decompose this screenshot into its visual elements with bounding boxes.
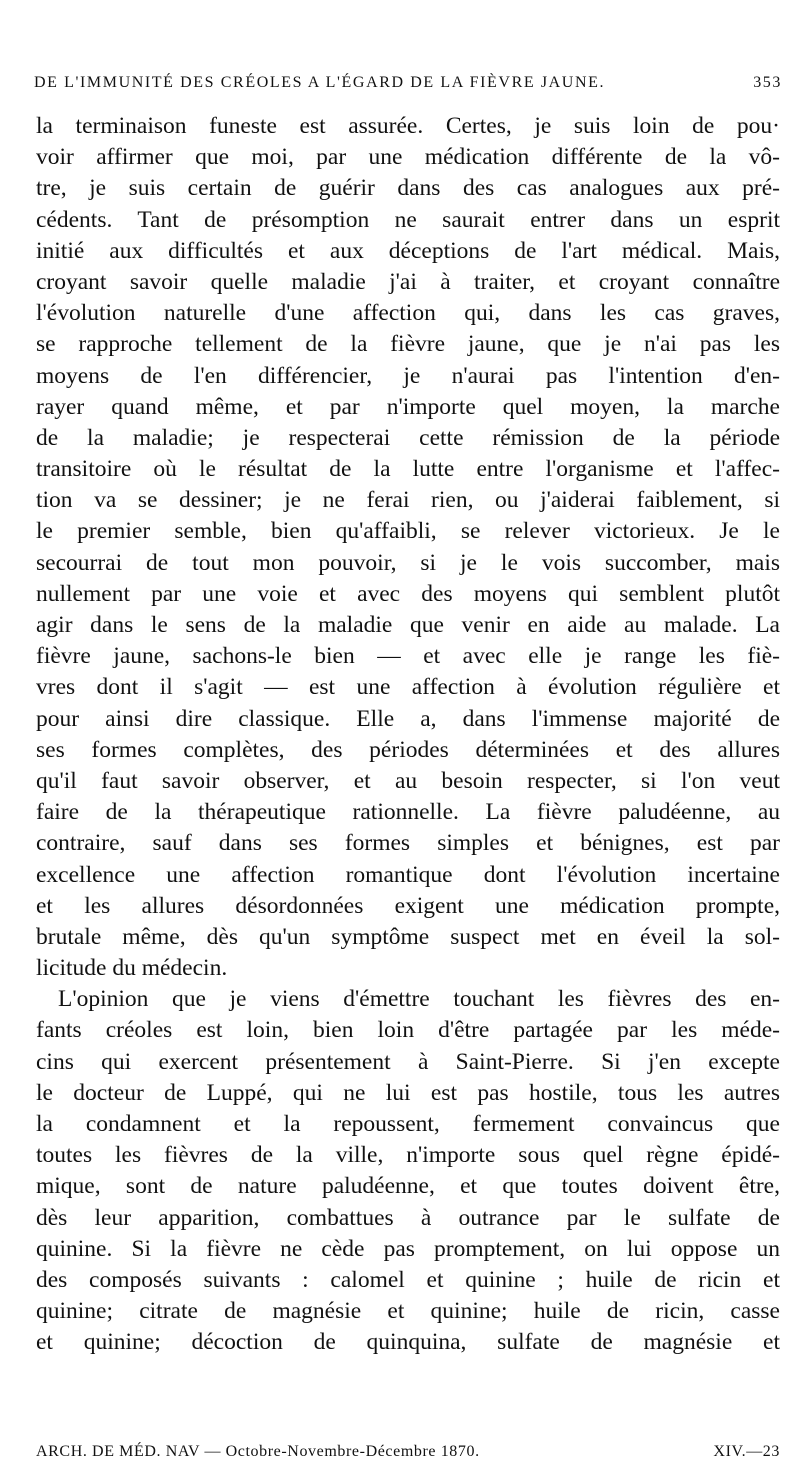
text-line: de la maladie; je respecterai cette rémission de la période xyxy=(36,424,780,451)
text-line: la condamnent et la repoussent, fermement convaincus que xyxy=(36,1111,780,1137)
text-line: pour ainsi dire classique. Elle a, dans l'immense majorité de xyxy=(36,705,780,732)
text-line: rayer quand même, et par n'importe quel moyen, la marche xyxy=(36,393,780,420)
page-footer xyxy=(36,1443,780,1465)
journal-reference: ARCH. DE MÉD. NAV — Octobre-Novembre-Décembre 1870. xyxy=(36,1443,480,1460)
text-line: ses formes complètes, des périodes déterminées et des allures xyxy=(36,736,780,763)
text-line: quinine. Si la fièvre ne cède pas promptement, on lui oppose un xyxy=(36,1235,780,1262)
text-line: quinine; citrate de magnésie et quinine; huile de ricin, casse xyxy=(36,1298,780,1325)
text-line: et quinine; décoction de quinquina, sulfate de magnésie et xyxy=(36,1329,780,1356)
text-line: vres dont il s'agit — est une affection à évolution régulière et xyxy=(36,674,780,701)
text-line: l'évolution naturelle d'une affection qui, dans les cas graves, xyxy=(36,300,780,327)
paragraph-start-line: L'opinion que je viens d'émettre touchant les fièvres des en- xyxy=(58,986,780,1013)
running-header xyxy=(28,74,782,98)
paragraph-end-line: licitude du médecin. xyxy=(36,955,228,982)
text-line: initié aux difficultés et aux déceptions de l'art médical. Mais, xyxy=(36,237,780,264)
text-line: excellence une affection romantique dont l'évolution incertaine xyxy=(36,861,780,888)
page-number: 353 xyxy=(753,74,782,91)
text-line: croyant savoir quelle maladie j'ai à traiter, et croyant connaître xyxy=(36,268,780,295)
text-line: mique, sont de nature paludéenne, et que toutes doivent être, xyxy=(36,1173,780,1200)
text-line: cédents. Tant de présomption ne saurait entrer dans un esprit xyxy=(36,206,780,233)
running-title: DE L'IMMUNITÉ DES CRÉOLES A L'ÉGARD DE LA FIÈVRE JAUNE. xyxy=(34,74,606,91)
text-line: tion va se dessiner; je ne ferai rien, ou j'aiderai faiblement, si xyxy=(36,487,780,514)
text-line: le docteur de Luppé, qui ne lui est pas hostile, tous les autres xyxy=(36,1079,780,1106)
text-line: et les allures désordonnées exigent une médication prompte, xyxy=(36,892,780,919)
text-line: transitoire où le résultat de la lutte entre l'organisme et l'affec- xyxy=(36,456,780,483)
text-line: la terminaison funeste est assurée. Certes, je suis loin de pou· xyxy=(36,113,780,139)
text-line: dès leur apparition, combattues à outrance par le sulfate de xyxy=(36,1204,780,1231)
text-line: brutale même, dès qu'un symptôme suspect met en éveil la sol- xyxy=(36,923,780,950)
text-line: fièvre jaune, sachons-le bien — et avec elle je range les fiè- xyxy=(36,643,780,670)
text-line: agir dans le sens de la maladie que venir en aide au malade. La xyxy=(36,612,780,638)
text-line: cins qui exercent présentement à Saint-Pierre. Si j'en excepte xyxy=(36,1048,780,1075)
signature-mark: XIV.—23 xyxy=(713,1443,780,1460)
text-line: moyens de l'en différencier, je n'aurai pas l'intention d'en- xyxy=(36,362,780,389)
text-line: qu'il faut savoir observer, et au besoin respecter, si l'on veut xyxy=(36,767,780,794)
text-line: secourrai de tout mon pouvoir, si je le vois succomber, mais xyxy=(36,549,780,576)
text-line: nullement par une voie et avec des moyens qui semblent plutôt xyxy=(36,580,780,607)
body-text xyxy=(36,111,780,1359)
text-line: faire de la thérapeutique rationnelle. La fièvre paludéenne, au xyxy=(36,799,780,826)
text-line: le premier semble, bien qu'affaibli, se relever victorieux. Je le xyxy=(36,518,780,545)
text-line: toutes les fièvres de la ville, n'importe sous quel règne épidé- xyxy=(36,1142,780,1169)
text-line: contraire, sauf dans ses formes simples et bénignes, est par xyxy=(36,830,780,857)
text-line: se rapproche tellement de la fièvre jaune, que je n'ai pas les xyxy=(36,331,780,358)
text-line: des composés suivants : calomel et quinine ; huile de ricin et xyxy=(36,1266,780,1293)
text-line: tre, je suis certain de guérir dans des cas analogues aux pré- xyxy=(36,175,780,202)
text-line: fants créoles est loin, bien loin d'être partagée par les méde- xyxy=(36,1017,780,1044)
text-line: voir affirmer que moi, par une médication différente de la vô- xyxy=(36,144,780,171)
